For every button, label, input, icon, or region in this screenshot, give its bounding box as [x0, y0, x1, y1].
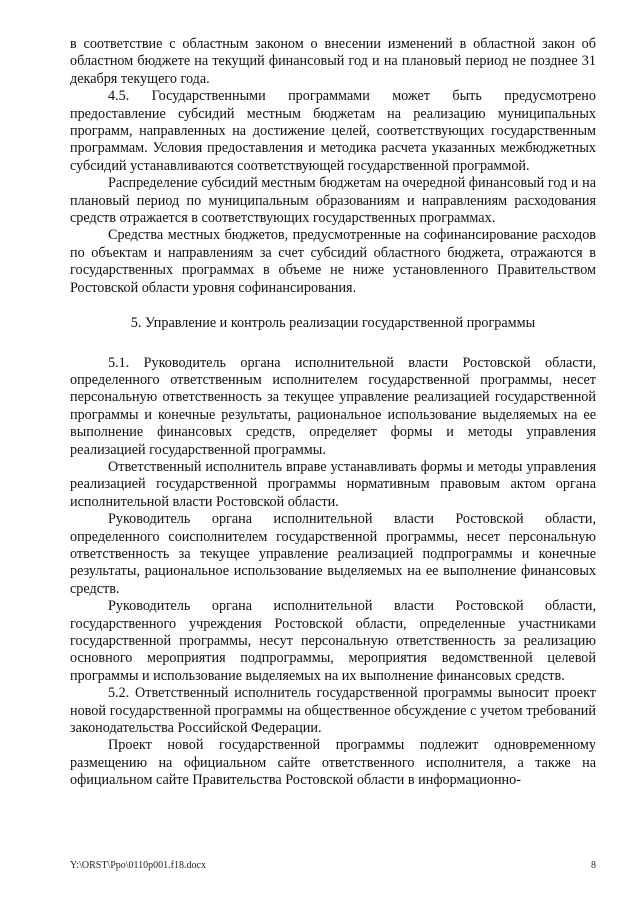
paragraph-local-budget-funds: Средства местных бюджетов, предусмотренные на софинансирование расходов по объектам и направлениям за счет субсидий областного бюджета, отражаются в государственных программах в объеме не ниже установленного Правительством Ростовской области уровня софинансирования.	[70, 227, 596, 296]
document-page	[70, 36, 596, 790]
paragraph-subsidy-distribution: Распределение субсидий местным бюджетам на очередной финансовый год и на плановый период по муниципальным образованиям и направлениям расходования средств отражается в соответствующих государственных программах.	[70, 175, 596, 227]
paragraph-project-publication: Проект новой государственной программы подлежит одновременному размещению на официальном сайте ответственного исполнителя, а также на официальном сайте Правительства Ростовской области в информационно-	[70, 737, 596, 789]
page-number: 8	[591, 860, 596, 871]
page-footer	[70, 860, 596, 871]
paragraph-coexecutor-head: Руководитель органа исполнительной власти Ростовской области, определенного соисполнителем государственной программы, несет персональную ответственность за текущее управление реализацией подпрограммы и конечные результаты, рациональное использование выделяемых на ее выполнение финансовых средств.	[70, 511, 596, 597]
paragraph-5-2: 5.2. Ответственный исполнитель государственной программы выносит проект новой государственной программы на общественное обсуждение с учетом требований законодательства Российской Федерации.	[70, 685, 596, 737]
file-path: Y:\ORST\Ppo\0110p001.f18.docx	[70, 860, 206, 871]
paragraph-executor-rights: Ответственный исполнитель вправе устанавливать формы и методы управления реализацией государственной программы нормативным правовым актом органа исполнительной власти Ростовской области.	[70, 458, 596, 510]
paragraph-participant-head: Руководитель органа исполнительной власти Ростовской области, государственного учреждения Ростовской области, определенные участниками государственной программы, несут персональную ответственность за реализацию основного мероприятия подпрограммы, мероприятия ведомственной целевой программы и использование выделяемых на их выполнение финансовых средств.	[70, 598, 596, 684]
section-heading: 5. Управление и контроль реализации государственной программы	[130, 315, 536, 332]
paragraph-4-5: 4.5. Государственными программами может быть предусмотрено предоставление субсидий местным бюджетам на реализацию муниципальных программ, направленных на достижение целей, соответствующих государственным программам. Условия предоставления и методика расчета указанных межбюджетных субсидий устанавливаются соответствующей государственной программой.	[70, 88, 596, 174]
paragraph-continuation: в соответствие с областным законом о внесении изменений в областной закон об областном бюджете на текущий финансовый год и на плановый период не позднее 31 декабря текущего года.	[70, 36, 596, 87]
paragraph-5-1: 5.1. Руководитель органа исполнительной власти Ростовской области, определенного ответственным исполнителем государственной программы, несет персональную ответственность за текущее управление реализацией государственной программы и конечные результаты, рациональное использование выделяемых на ее выполнение финансовых средств, определяет формы и методы управления реализацией государственной программы.	[70, 354, 596, 458]
